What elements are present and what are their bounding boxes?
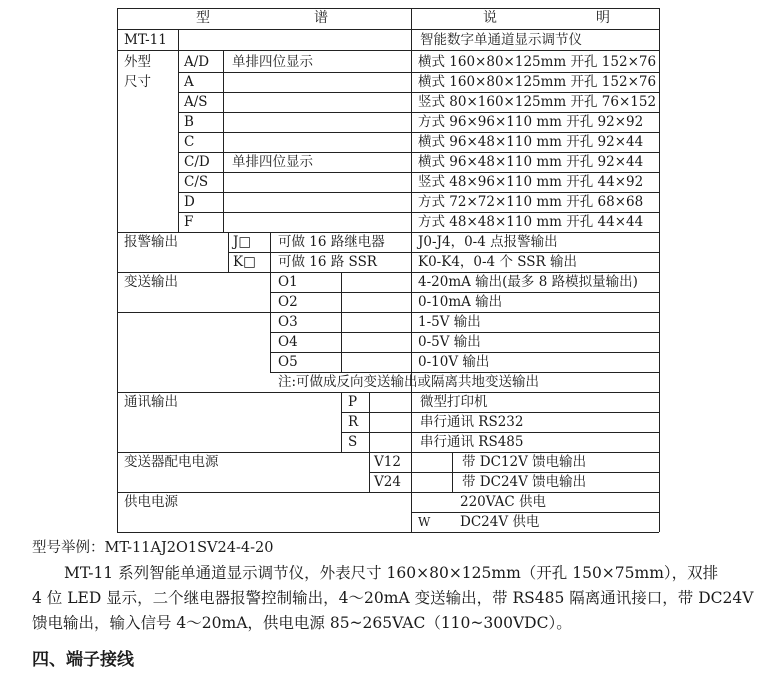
table-line: [341, 392, 342, 452]
table-line: [270, 272, 271, 372]
power-code: W: [418, 515, 431, 529]
table-line: [178, 29, 179, 50]
size-code: B: [184, 114, 194, 130]
header-desc-char: 明: [596, 10, 611, 26]
transmit-code: O4: [278, 334, 298, 350]
table-line: [117, 312, 659, 313]
size-desc: 横式 160×80×125mm 开孔 152×76: [418, 54, 657, 70]
alarm-code: J□: [233, 234, 252, 250]
base-code: MT-11: [124, 32, 167, 48]
transmitter-power-code: V12: [374, 454, 401, 470]
table-line: [117, 232, 659, 233]
example-label: 型号举例：MT-11AJ2O1SV24-4-20: [32, 540, 274, 556]
section-heading: 四、端子接线: [32, 650, 134, 670]
alarm-code: K□: [233, 254, 256, 270]
alarm-desc: K0-K4，0-4 个 SSR 输出: [418, 254, 577, 270]
table-line: [452, 452, 453, 492]
comm-code: R: [348, 414, 359, 430]
table-line: [341, 272, 342, 372]
transmitter-power-label: 变送器配电电源: [124, 454, 219, 470]
size-desc: 方式 48×48×110 mm 开孔 44×44: [418, 214, 644, 230]
power-desc: DC24V 供电: [460, 514, 540, 530]
comm-desc: 微型打印机: [420, 394, 488, 410]
header-desc-char: 说: [483, 10, 498, 26]
size-code: C/D: [184, 154, 210, 170]
size-desc: 横式 96×48×110 mm 开孔 92×44: [418, 154, 644, 170]
size-desc: 方式 96×96×110 mm 开孔 92×92: [418, 114, 644, 130]
size-desc: 横式 160×80×125mm 开孔 152×76: [418, 74, 657, 90]
alarm-note: 可做 16 路 SSR: [278, 254, 377, 270]
table-line: [117, 29, 659, 30]
base-desc: 智能数字单通道显示调节仪: [420, 32, 582, 48]
table-line: [411, 8, 412, 532]
comm-label: 通讯输出: [124, 394, 178, 410]
alarm-desc: J0-J4，0-4 点报警输出: [418, 234, 558, 250]
transmitter-power-desc: 带 DC24V 馈电输出: [462, 474, 587, 490]
size-code: C/S: [184, 174, 209, 190]
table-line: [228, 232, 229, 272]
header-model-char: 谱: [314, 10, 329, 26]
table-line: [117, 492, 659, 493]
header-model-char: 型: [196, 10, 211, 26]
power-desc: 220VAC 供电: [460, 494, 546, 510]
transmitter-power-code: V24: [374, 474, 401, 490]
size-desc: 竖式 80×160×125mm 开孔 76×152: [418, 94, 657, 110]
table-line: [178, 50, 179, 232]
size-note: 单排四位显示: [232, 154, 313, 170]
table-line: [117, 532, 659, 533]
transmit-code: O3: [278, 314, 298, 330]
size-code: F: [184, 214, 194, 230]
size-desc: 横式 96×48×110 mm 开孔 92×44: [418, 134, 644, 150]
alarm-note: 可做 16 路继电器: [278, 234, 385, 250]
size-label: 尺寸: [124, 74, 151, 90]
size-note: 单排四位显示: [232, 54, 313, 70]
transmit-code: O5: [278, 354, 298, 370]
table-line: [369, 392, 370, 452]
alarm-label: 报警输出: [124, 234, 178, 250]
example-text: 馈电输出，输入信号 4～20mA，供电电源 85~265VAC（110~300VDC）。: [32, 614, 572, 632]
table-line: [223, 50, 224, 232]
size-desc: 方式 72×72×110 mm 开孔 68×68: [418, 194, 644, 210]
comm-desc: 串行通讯 RS485: [420, 434, 524, 450]
transmit-desc: 4-20mA 输出(最多 8 路模拟量输出): [418, 274, 638, 290]
table-line: [117, 50, 659, 51]
size-desc: 竖式 48×96×110 mm 开孔 44×92: [418, 174, 644, 190]
size-code: A/S: [184, 94, 208, 110]
transmit-code: O2: [278, 294, 298, 310]
transmit-desc: 1-5V 输出: [418, 314, 481, 330]
comm-code: S: [348, 434, 358, 450]
transmit-desc: 0-5V 输出: [418, 334, 481, 350]
table-line: [369, 452, 370, 492]
example-text: 4 位 LED 显示，二个继电器报警控制输出，4～20mA 变送输出，带 RS485 隔离通讯接口，带 DC24V: [32, 589, 754, 607]
power-label: 供电电源: [124, 494, 178, 510]
size-code: D: [184, 194, 195, 210]
transmit-desc: 0-10V 输出: [418, 354, 490, 370]
size-code: C: [184, 134, 195, 150]
size-label: 外型: [124, 54, 151, 70]
comm-desc: 串行通讯 RS232: [420, 414, 524, 430]
example-text: MT-11 系列智能单通道显示调节仪，外表尺寸 160×80×125mm（开孔 150×75mm），双排: [64, 564, 719, 582]
table-line: [270, 232, 271, 272]
table-line: [117, 8, 118, 532]
size-code: A/D: [184, 54, 210, 70]
table-line: [117, 392, 659, 393]
transmit-label: 变送输出: [124, 274, 178, 290]
size-code: A: [184, 74, 194, 90]
transmit-note: 注:可做成反向变送输出或隔离共地变送输出: [278, 374, 540, 390]
transmit-code: O1: [278, 274, 298, 290]
table-line: [659, 8, 660, 532]
comm-code: P: [348, 394, 358, 410]
transmitter-power-desc: 带 DC12V 馈电输出: [462, 454, 587, 470]
transmit-desc: 0-10mA 输出: [418, 294, 503, 310]
